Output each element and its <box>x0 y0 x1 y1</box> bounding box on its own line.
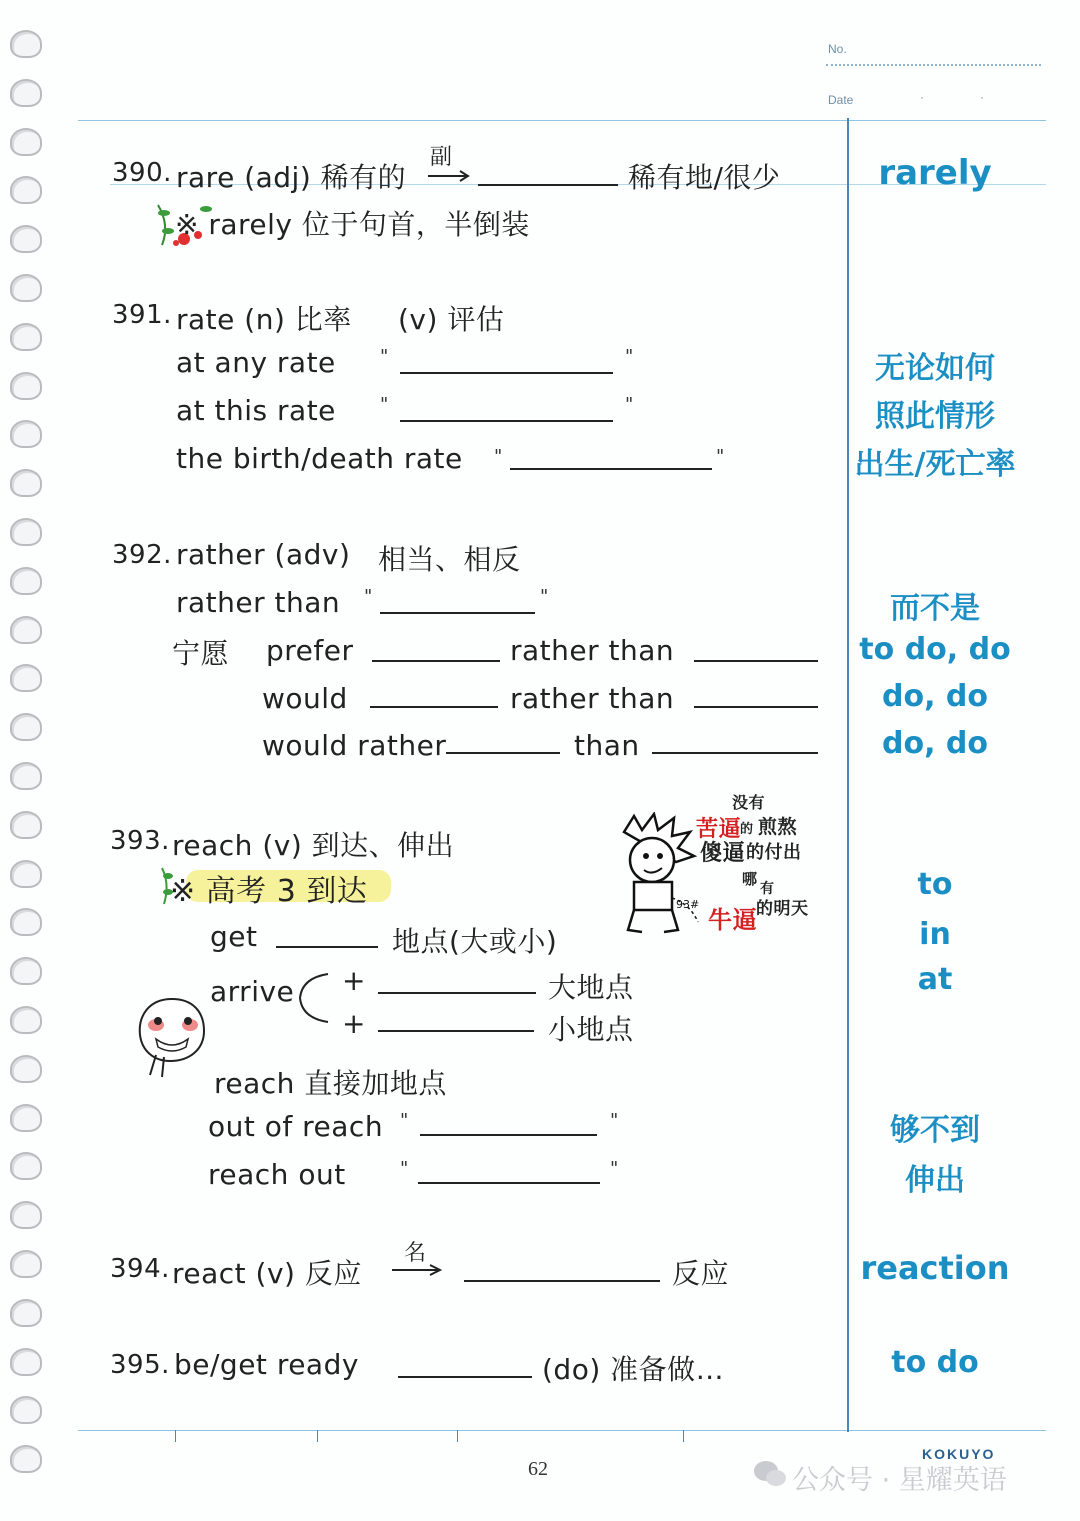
binder-hole <box>10 664 42 692</box>
word-arrive: arrive <box>210 975 295 1008</box>
answer-395: to do <box>891 1345 979 1380</box>
reach-note: reach 直接加地点 <box>214 1067 447 1100</box>
binder-hole <box>10 469 42 497</box>
binder-hole <box>10 176 42 204</box>
prefer-label: 宁愿 <box>172 637 230 670</box>
binder-hole <box>10 811 42 839</box>
cartoon-boy-icon <box>594 812 704 937</box>
answer-393-small: at <box>917 962 953 997</box>
fill-blank <box>418 1182 600 1184</box>
fill-blank <box>380 612 535 614</box>
top-rule <box>78 120 1046 121</box>
no-dotted-line <box>826 64 1041 66</box>
binder-hole <box>10 908 42 936</box>
fill-blank <box>378 1030 534 1032</box>
plus-sign: + <box>342 1007 366 1040</box>
smiley-face-icon <box>134 995 214 1081</box>
entry-headword: rather (adv) <box>176 538 351 571</box>
entry-number: 393. <box>110 826 170 856</box>
word-rather-than: rather than <box>510 634 675 667</box>
answer-391-3: 出生/死亡率 <box>854 447 1016 482</box>
notebook-page: No. Date · · 390. rare (adj) 稀有的 副 稀有地/很少 ※ rarely 位于句首，半倒装 rarely 391. rate (n) 比率 (v) 评估 at any rate " " at this rate " " the birth/death rate " " 无论如何 照此情形 出生/死亡率 392. rather (adv) 相当、相反 rather than " " 宁愿 prefer rather than would rather than would rather than 而不是 to do, do do, do do, do 393. reach (v) 到达、伸出 ※ 高考 3 到达 93# 没有 苦逼 的 煎熬 傻逼 的付出 哪 有 牛逼 的明天 get 地点(大或小) arrive + 大地点 + 小地点 reach 直接加地点 out of reach " " reach out " " to in at 够不到 伸出 394. react (v) 反应 名 反应 reaction 395. be/get ready (do) 准备做… to do 62 KOKUYO 公众号 · 星耀英语 <box>0 0 1080 1521</box>
fill-blank <box>378 992 536 994</box>
word-than: than <box>574 729 640 762</box>
answer-392-2: to do, do <box>859 632 1011 667</box>
word-rather-than: rather than <box>510 682 675 715</box>
binder-hole <box>10 1104 42 1132</box>
svg-text:93#: 93# <box>676 898 700 911</box>
binder-hole <box>10 420 42 448</box>
fill-blank <box>372 660 500 662</box>
binder-hole <box>10 1201 42 1229</box>
fill-blank <box>464 1280 660 1282</box>
entry-note: ※ 高考 3 到达 <box>170 874 368 909</box>
word-would-rather: would rather <box>262 729 447 762</box>
binder-hole <box>10 372 42 400</box>
binder-hole <box>10 1006 42 1034</box>
entry-number: 391. <box>112 300 172 330</box>
fill-blank <box>694 660 818 662</box>
entry-headword: rare (adj) 稀有的 <box>176 161 407 194</box>
entry-number: 395. <box>110 1350 170 1380</box>
binder-hole <box>10 1250 42 1278</box>
binder-hole <box>10 1055 42 1083</box>
binder-hole <box>10 323 42 351</box>
entry-note: ※ rarely 位于句首，半倒装 <box>175 208 530 241</box>
arrow-icon <box>426 168 472 182</box>
binder-hole <box>10 518 42 546</box>
answer-394: reaction <box>860 1249 1010 1287</box>
word-would: would <box>262 682 348 715</box>
arrow-label: 名 <box>404 1241 427 1266</box>
answer-392-1: 而不是 <box>890 591 980 626</box>
fill-blank <box>510 468 712 470</box>
binder-hole <box>10 616 42 644</box>
word-get: get <box>210 920 258 953</box>
entry-headword-verb: (v) 评估 <box>398 303 505 336</box>
answer-390: rarely <box>878 153 992 193</box>
brace-icon <box>294 970 334 1026</box>
binder-hole <box>10 957 42 985</box>
binder-hole <box>10 1396 42 1424</box>
entry-meaning: (do) 准备做… <box>542 1353 725 1386</box>
fill-blank <box>398 1376 532 1378</box>
fill-blank <box>276 946 378 948</box>
entry-meaning: 稀有地/很少 <box>628 161 781 194</box>
get-note: 地点(大或小) <box>392 925 558 958</box>
binder-holes <box>10 30 50 1490</box>
plus-sign: + <box>342 964 366 997</box>
binder-hole <box>10 128 42 156</box>
answer-392-3: do, do <box>881 679 988 714</box>
fill-blank <box>478 184 618 186</box>
margin-line <box>847 118 849 1432</box>
answer-393-get: to <box>917 867 953 902</box>
answer-393-big: in <box>919 917 951 952</box>
phrase-rather-than: rather than <box>176 586 341 619</box>
big-place: 大地点 <box>548 971 634 1004</box>
binder-hole <box>10 1348 42 1376</box>
binder-hole <box>10 274 42 302</box>
binder-hole <box>10 567 42 595</box>
binder-hole <box>10 1299 42 1327</box>
entry-number: 394. <box>110 1254 170 1284</box>
phrase-reach-out: reach out <box>208 1158 346 1191</box>
fill-blank <box>370 706 498 708</box>
entry-headword: be/get ready <box>174 1348 359 1381</box>
binder-hole <box>10 1445 42 1473</box>
binder-hole <box>10 225 42 253</box>
arrow-label: 副 <box>430 145 453 170</box>
entry-headword: reach (v) 到达、伸出 <box>172 829 455 862</box>
binder-hole <box>10 1152 42 1180</box>
brand-logo: KOKUYO <box>922 1446 996 1462</box>
slogan-sticker: 没有 苦逼 的 煎熬 傻逼 的付出 哪 有 牛逼 的明天 <box>696 793 809 934</box>
arrow-icon <box>390 1262 444 1276</box>
fill-blank <box>400 372 613 374</box>
fill-blank <box>400 420 613 422</box>
answer-393-reach-out: 伸出 <box>905 1163 965 1198</box>
entry-number: 392. <box>112 540 172 570</box>
phrase-at-this-rate: at this rate <box>176 394 336 427</box>
entry-headword: rate (n) 比率 <box>176 303 352 336</box>
phrase-out-of-reach: out of reach <box>208 1110 384 1143</box>
no-label: No. <box>828 42 847 56</box>
phrase-birth-death-rate: the birth/death rate <box>176 442 463 475</box>
date-label: Date <box>828 93 854 107</box>
fill-blank <box>694 706 818 708</box>
fill-blank <box>446 752 560 754</box>
page-number: 62 <box>528 1458 548 1480</box>
binder-hole <box>10 860 42 888</box>
watermark: 公众号 · 星耀英语 <box>792 1465 1007 1496</box>
bottom-rule <box>78 1430 1046 1431</box>
small-place: 小地点 <box>548 1013 634 1046</box>
entry-meaning: 相当、相反 <box>378 543 521 576</box>
fill-blank <box>652 752 818 754</box>
wechat-icon <box>752 1458 788 1490</box>
entry-headword: react (v) 反应 <box>172 1257 362 1290</box>
binder-hole <box>10 79 42 107</box>
binder-hole <box>10 713 42 741</box>
word-prefer: prefer <box>266 634 354 667</box>
entry-meaning: 反应 <box>672 1257 730 1290</box>
answer-391-2: 照此情形 <box>875 399 995 434</box>
answer-391-1: 无论如何 <box>875 351 995 386</box>
entry-number: 390. <box>112 158 172 188</box>
answer-393-out-of-reach: 够不到 <box>890 1113 980 1148</box>
binder-hole <box>10 762 42 790</box>
phrase-at-any-rate: at any rate <box>176 346 336 379</box>
fill-blank <box>420 1134 597 1136</box>
answer-392-4: do, do <box>881 726 988 761</box>
binder-hole <box>10 30 42 58</box>
